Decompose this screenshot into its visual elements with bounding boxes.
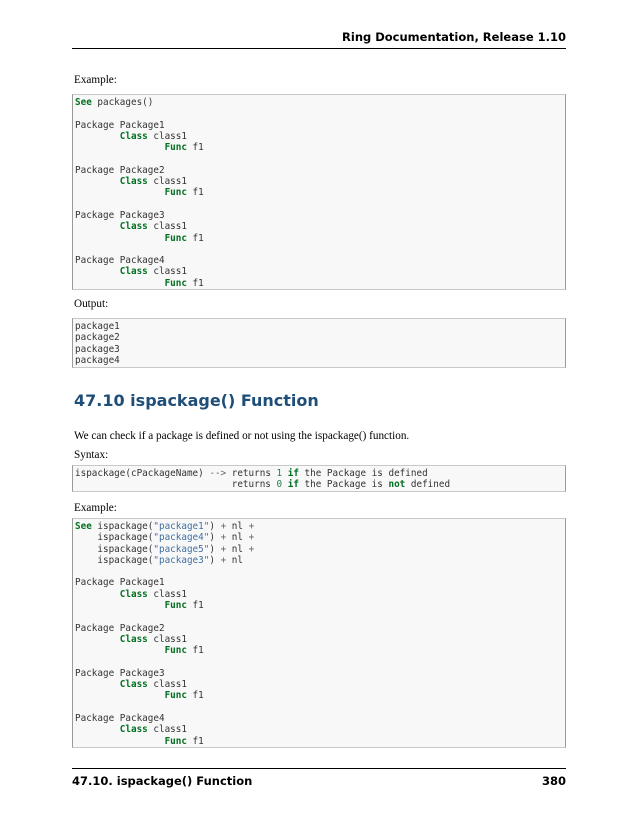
code-line	[75, 120, 565, 131]
code-token: class1	[147, 724, 187, 736]
code-token: f1	[186, 735, 204, 747]
code-token: returns	[226, 468, 277, 479]
code-token: Package Package1	[75, 119, 165, 131]
code-line	[75, 589, 565, 600]
code-token: Func	[164, 600, 187, 612]
code-token: "package1"	[153, 521, 210, 532]
code-token	[75, 589, 120, 600]
code-line	[75, 544, 565, 555]
code-token: Class	[119, 679, 148, 691]
code-line	[75, 266, 565, 277]
code-token	[75, 690, 165, 701]
code-token: See	[75, 521, 92, 532]
code-token: Package Package4	[75, 255, 165, 267]
code-token: Func	[164, 232, 187, 244]
code-token: "package5"	[153, 543, 210, 555]
code-token	[75, 645, 165, 656]
code-token: f1	[186, 690, 204, 702]
code-line	[75, 600, 565, 611]
code-token: class1	[147, 679, 187, 691]
code-token: Package Package2	[75, 622, 165, 634]
code-line	[75, 532, 565, 543]
code-token: See	[75, 97, 92, 108]
code-token: 1	[276, 468, 283, 479]
code-token: Class	[119, 176, 148, 188]
code-token: Package Package2	[75, 164, 165, 176]
code-token	[75, 131, 120, 142]
code-block-syntax	[72, 465, 566, 492]
code-token: )	[209, 543, 221, 555]
code-token: Package Package1	[75, 577, 165, 589]
code-token: returns	[75, 479, 277, 491]
code-token: Class	[119, 130, 148, 142]
output-label: Output:	[74, 298, 109, 310]
syntax-label: Syntax:	[74, 449, 109, 461]
code-line	[75, 210, 565, 221]
code-line	[75, 713, 565, 724]
code-line	[75, 634, 565, 645]
code-token	[75, 187, 165, 198]
code-token: Func	[164, 735, 187, 747]
code-line	[75, 468, 565, 479]
code-line	[75, 108, 565, 119]
code-token: Class	[119, 633, 148, 645]
code-token: f1	[186, 645, 204, 657]
code-token: f1	[186, 232, 204, 244]
code-token: )	[209, 554, 221, 566]
code-token: ispackage(	[75, 554, 154, 566]
code-token: ispackage(	[75, 532, 154, 544]
example-label: Example:	[74, 74, 117, 86]
code-token	[75, 221, 120, 232]
code-token: ispackage(	[75, 543, 154, 555]
code-block-ispackage-example	[72, 518, 566, 748]
code-line	[75, 577, 565, 588]
code-line	[75, 555, 565, 566]
code-token	[75, 142, 165, 153]
code-line	[75, 702, 565, 713]
code-token: f1	[186, 187, 204, 199]
code-line	[75, 97, 565, 108]
code-token	[75, 278, 165, 289]
code-token: nl	[226, 554, 243, 566]
footer-section: 47.10. ispackage() Function	[72, 774, 253, 788]
code-line	[75, 657, 565, 668]
code-token: Func	[164, 645, 187, 657]
code-token: not	[388, 479, 406, 491]
code-token: f1	[186, 142, 204, 154]
doc-title: Ring Documentation, Release 1.10	[342, 30, 566, 44]
output-line: package2	[75, 332, 120, 344]
code-token: if	[287, 479, 299, 491]
code-token: f1	[186, 600, 204, 612]
code-token: "package4"	[153, 532, 210, 544]
code-token: Package Package3	[75, 209, 165, 221]
code-line	[75, 521, 565, 532]
output-line: package1	[75, 321, 120, 332]
page-number: 380	[541, 774, 566, 788]
code-token: +	[220, 554, 227, 566]
code-line	[75, 131, 565, 142]
code-block-packages-example	[72, 94, 566, 290]
code-token: class1	[147, 176, 187, 188]
code-line	[75, 255, 565, 266]
code-token: Func	[164, 690, 187, 702]
section-heading: 47.10 ispackage() Function	[74, 391, 319, 410]
code-line	[75, 724, 565, 735]
code-token: )	[209, 521, 221, 532]
code-line	[75, 187, 565, 198]
code-token: +	[220, 521, 227, 532]
code-line	[75, 244, 565, 255]
code-line	[75, 142, 565, 153]
code-token: nl	[226, 543, 249, 555]
code-token: "package3"	[153, 554, 210, 566]
code-line	[75, 165, 565, 176]
code-token: -->	[209, 468, 227, 479]
code-token: defined	[405, 479, 451, 491]
output-line: package4	[75, 354, 120, 366]
code-token: Func	[164, 187, 187, 199]
footer-rule	[72, 768, 566, 769]
code-token: f1	[186, 277, 204, 289]
code-token: )	[209, 532, 221, 544]
code-line	[75, 153, 565, 164]
code-token: +	[220, 532, 227, 544]
code-line	[75, 176, 565, 187]
code-token: +	[248, 521, 255, 532]
code-token: the Package is defined	[298, 468, 428, 479]
code-token: class1	[147, 130, 187, 142]
page-header	[72, 26, 566, 49]
code-token: Func	[164, 277, 187, 289]
code-token: +	[248, 543, 255, 555]
section-paragraph: We can check if a package is defined or not using the ispackage() function.	[74, 430, 410, 442]
code-token: the Package is	[298, 479, 389, 491]
code-token: class1	[147, 266, 187, 278]
code-token: nl	[226, 521, 249, 532]
code-line	[75, 233, 565, 244]
code-token: Class	[119, 266, 148, 278]
code-token: Package Package4	[75, 713, 165, 725]
code-token: packages()	[91, 97, 154, 108]
code-token: class1	[147, 633, 187, 645]
code-token: ispackage(cPackageName)	[75, 468, 210, 479]
code-line	[75, 736, 565, 747]
code-token: class1	[147, 588, 187, 600]
code-line	[75, 690, 565, 701]
code-line	[75, 199, 565, 210]
code-token: class1	[147, 221, 187, 233]
code-token: Class	[119, 724, 148, 736]
code-line	[75, 278, 565, 289]
code-token	[75, 679, 120, 690]
code-token: Func	[164, 142, 187, 154]
code-line	[75, 479, 565, 490]
code-token: if	[287, 468, 299, 479]
output-line: package3	[75, 343, 120, 355]
code-line	[75, 611, 565, 622]
code-token: Package Package3	[75, 667, 165, 679]
code-token	[75, 634, 120, 645]
code-token: 0	[276, 479, 283, 491]
code-token	[75, 736, 165, 747]
code-line	[75, 645, 565, 656]
code-line	[75, 623, 565, 634]
code-block-output	[72, 318, 566, 368]
code-line	[75, 668, 565, 679]
code-line	[75, 566, 565, 577]
code-token: Class	[119, 221, 148, 233]
code-token	[75, 233, 165, 244]
code-token	[75, 600, 165, 611]
code-token: ispackage(	[91, 521, 154, 532]
code-line	[75, 679, 565, 690]
code-token	[75, 176, 120, 187]
code-token: Class	[119, 588, 148, 600]
code-token: +	[248, 532, 255, 544]
code-token	[75, 266, 120, 277]
code-line	[75, 221, 565, 232]
code-token: nl	[226, 532, 249, 544]
code-token: +	[220, 543, 227, 555]
example-label-2: Example:	[74, 502, 117, 514]
code-token	[75, 724, 120, 735]
